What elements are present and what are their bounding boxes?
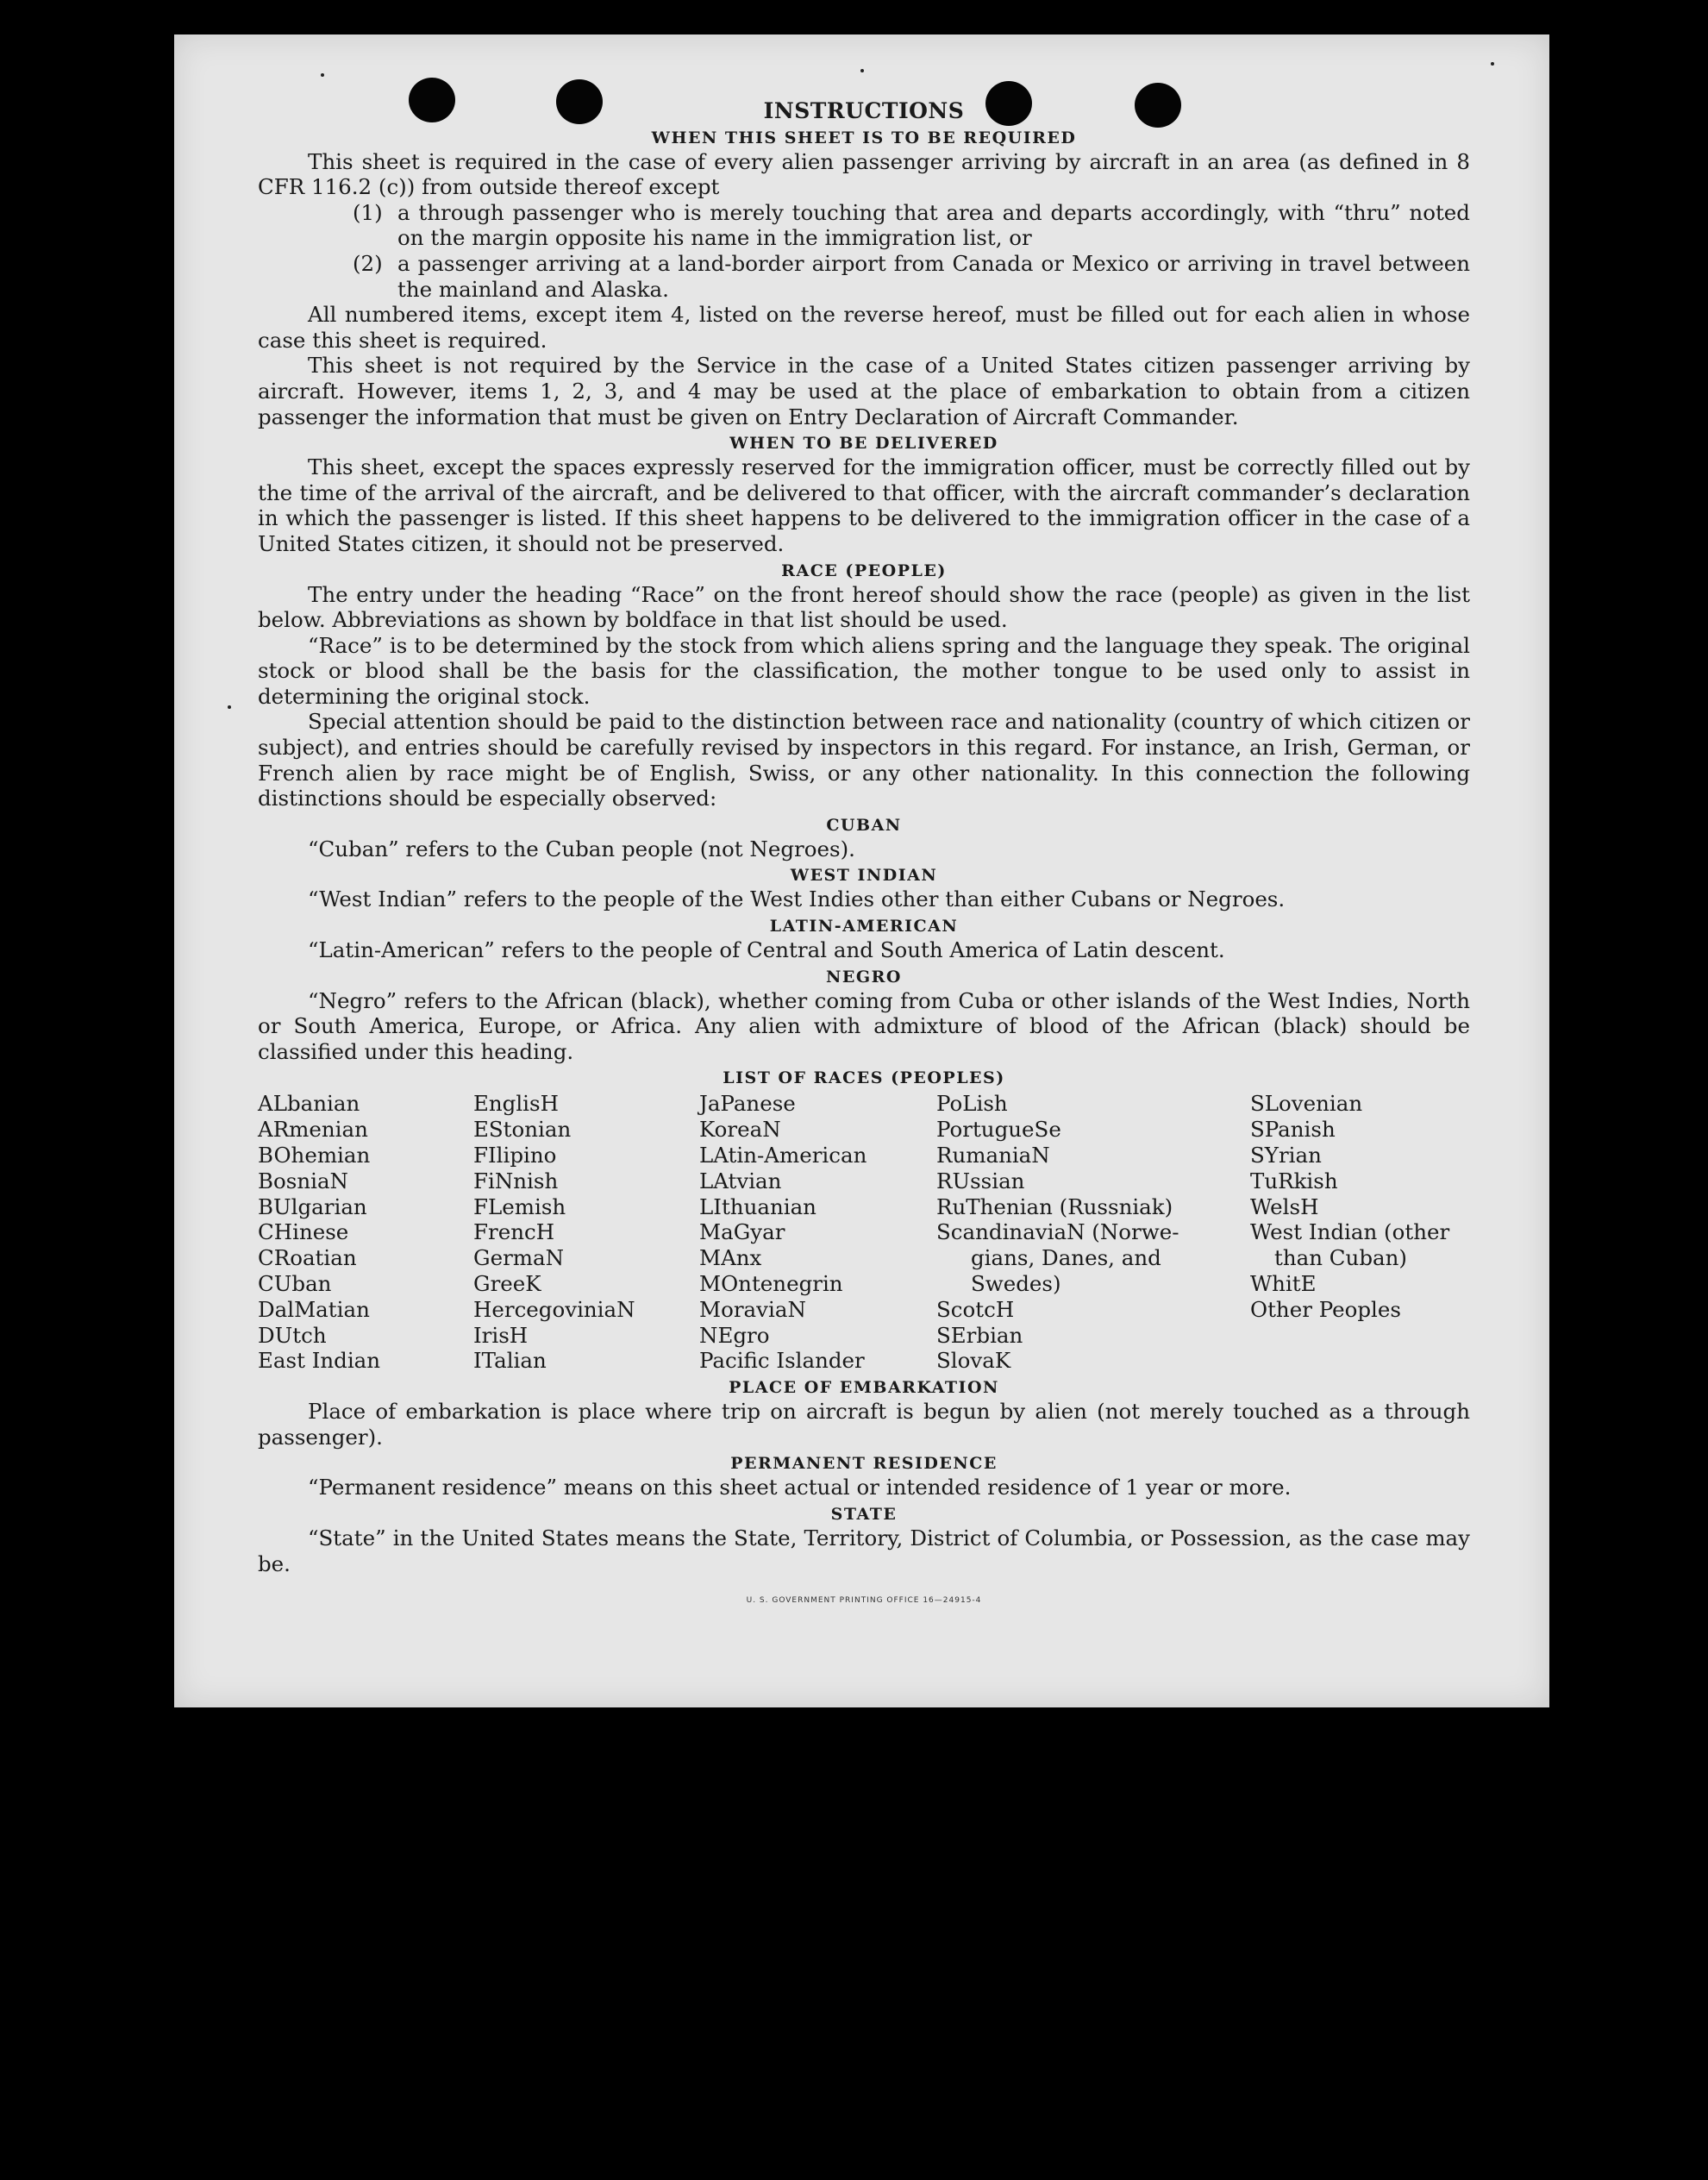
section-heading-when-delivered: WHEN TO BE DELIVERED xyxy=(729,434,998,454)
race-entry: DalMatian xyxy=(258,1296,370,1322)
race-entry: FLemish xyxy=(473,1193,566,1219)
race-entry: ScandinaviaN (Norwe- xyxy=(936,1219,1179,1245)
race-entry: MAnx xyxy=(699,1245,762,1271)
instructions-content xyxy=(258,98,1470,1614)
definition: “Negro” refers to the African (black), whether coming from Cuba or other islands of the West Indies, North or South America, Europe, or Africa. Any alien with admixture of blood of the African (black) should be classified under this heading. xyxy=(258,987,1470,1064)
races-column xyxy=(936,1091,1250,1374)
section-heading-embarkation: PLACE OF EMBARKATION xyxy=(729,1378,999,1398)
section-heading-negro: NEGRO xyxy=(826,967,902,987)
race-entry: ARmenian xyxy=(258,1117,368,1143)
race-entry: WelsH xyxy=(1250,1193,1319,1219)
race-entry: BOhemian xyxy=(258,1143,371,1168)
race-entry: KoreaN xyxy=(699,1117,781,1143)
races-column xyxy=(1250,1091,1470,1374)
section-heading-residence: PERMANENT RESIDENCE xyxy=(730,1454,998,1474)
race-entry: SYrian xyxy=(1250,1143,1322,1168)
race-entry: PoLish xyxy=(936,1091,1008,1117)
section-heading-when-required: WHEN THIS SHEET IS TO BE REQUIRED xyxy=(651,128,1077,147)
paragraph: Special attention should be paid to the distinction between race and nationality (country of which citizen or subject), and entries should be carefully revised by inspectors in this regard. For instance, an Irish, German, or French alien by race might be of English, Swiss, or any other nationality. In this connection the following distinctions should be especially observed: xyxy=(258,709,1470,811)
race-entry: PortugueSe xyxy=(936,1117,1061,1143)
races-column xyxy=(473,1091,699,1374)
race-entry: CRoatian xyxy=(258,1245,357,1271)
race-entry: SlovaK xyxy=(936,1348,1011,1374)
section-heading-west-indian: WEST INDIAN xyxy=(790,866,938,886)
races-column xyxy=(258,1091,473,1374)
paragraph: This sheet is not required by the Service in the case of a United States citizen passenger arriving by aircraft. However, items 1, 2, 3, and 4 may be used at the place of embarkation to obtain from a citizen passenger the information that must be given on Entry Declaration of Aircraft Commander. xyxy=(258,353,1470,429)
race-entry: FIlipino xyxy=(473,1143,557,1168)
race-entry: ScotcH xyxy=(936,1296,1015,1322)
race-entry: BUlgarian xyxy=(258,1193,367,1219)
exception-item xyxy=(258,200,1470,251)
definition: “West Indian” refers to the people of the West Indies other than either Cubans or Negroes. xyxy=(308,886,1286,912)
definition: “Cuban” refers to the Cuban people (not Negroes). xyxy=(308,836,855,861)
race-entry: FrencH xyxy=(473,1219,555,1245)
race-entry: ITalian xyxy=(473,1348,547,1374)
race-entry: GreeK xyxy=(473,1270,541,1296)
item-number: (2) xyxy=(353,250,383,276)
race-entry: JaPanese xyxy=(699,1091,796,1117)
definition: “Latin-American” refers to the people of Central and South America of Latin descent. xyxy=(308,937,1225,963)
race-entry: IrisH xyxy=(473,1322,529,1348)
definition: “State” in the United States means the State, Territory, District of Columbia, or Possession, as the case may be. xyxy=(258,1525,1470,1576)
printer-imprint: U. S. GOVERNMENT PRINTING OFFICE 16—24915-4 xyxy=(746,1596,982,1606)
race-entry: RuThenian (Russniak) xyxy=(936,1193,1173,1219)
race-entry: LIthuanian xyxy=(699,1193,816,1219)
speck xyxy=(228,705,231,709)
race-entry: FiNnish xyxy=(473,1168,559,1193)
race-entry: than Cuban) xyxy=(1274,1245,1407,1271)
section-heading-state: STATE xyxy=(830,1504,898,1524)
section-heading-race: RACE (PEOPLE) xyxy=(781,561,947,580)
race-entry: BosniaN xyxy=(258,1168,348,1193)
race-entry: Swedes) xyxy=(971,1270,1061,1296)
race-entry: ALbanian xyxy=(258,1091,360,1117)
paragraph: All numbered items, except item 4, listed on the reverse hereof, must be filled out for each alien in whose case this sheet is required. xyxy=(258,302,1470,353)
race-entry: West Indian (other xyxy=(1250,1219,1450,1245)
paragraph: “Race” is to be determined by the stock from which aliens spring and the language they speak. The original stock or blood shall be the basis for the classification, the mother tongue to be used only to assist in determining the original stock. xyxy=(258,632,1470,709)
race-entry: RumaniaN xyxy=(936,1143,1050,1168)
page-title: INSTRUCTIONS xyxy=(763,98,965,123)
paragraph: The entry under the heading “Race” on the front hereof should show the race (people) as given in the list below. Abbreviations as shown by boldface in that list should be used. xyxy=(258,581,1470,633)
paragraph: This sheet, except the spaces expressly reserved for the immigration officer, must be correctly filled out by the time of the arrival of the aircraft, and be delivered to that officer, with the aircraft commander’s declaration in which the passenger is listed. If this sheet happens to be delivered to the immigration officer in the case of a United States citizen, it should not be preserved. xyxy=(258,454,1470,556)
race-entry: East Indian xyxy=(258,1348,381,1374)
section-heading-latin-american: LATIN-AMERICAN xyxy=(769,917,959,937)
race-entry: SPanish xyxy=(1250,1117,1336,1143)
section-heading-cuban: CUBAN xyxy=(826,815,902,835)
paragraph: This sheet is required in the case of every alien passenger arriving by aircraft in an area (as defined in 8 CFR 116.2 (c)) from outside thereof except xyxy=(258,148,1470,200)
speck xyxy=(1491,62,1494,66)
race-entry: WhitE xyxy=(1250,1270,1317,1296)
races-table xyxy=(258,1091,1470,1374)
race-entry: MoraviaN xyxy=(699,1296,806,1322)
race-entry: GermaN xyxy=(473,1245,565,1271)
race-entry: EnglisH xyxy=(473,1091,559,1117)
race-entry: HercegoviniaN xyxy=(473,1296,635,1322)
section-heading-list-of-races: LIST OF RACES (PEOPLES) xyxy=(723,1068,1005,1088)
document-sheet xyxy=(174,34,1549,1707)
race-entry: Pacific Islander xyxy=(699,1348,865,1374)
race-entry: CHinese xyxy=(258,1219,349,1245)
races-column xyxy=(699,1091,936,1374)
race-entry: gians, Danes, and xyxy=(971,1245,1161,1271)
race-entry: SErbian xyxy=(936,1322,1023,1348)
race-entry: LAtvian xyxy=(699,1168,782,1193)
exception-item xyxy=(258,251,1470,302)
race-entry: MaGyar xyxy=(699,1219,785,1245)
race-entry: TuRkish xyxy=(1250,1168,1338,1193)
race-entry: RUssian xyxy=(936,1168,1025,1193)
item-number: (1) xyxy=(353,199,383,225)
item-text: a passenger arriving at a land-border airport from Canada or Mexico or arriving in travel between the mainland and Alaska. xyxy=(397,250,1470,302)
race-entry: LAtin-American xyxy=(699,1143,867,1168)
race-entry: CUban xyxy=(258,1270,332,1296)
race-entry: Other Peoples xyxy=(1250,1296,1401,1322)
race-entry: MOntenegrin xyxy=(699,1270,843,1296)
race-entry: EStonian xyxy=(473,1117,572,1143)
item-text: a through passenger who is merely touching that area and departs accordingly, with “thru” noted on the margin opposite his name in the immigration list, or xyxy=(397,199,1470,251)
definition: “Permanent residence” means on this sheet actual or intended residence of 1 year or more. xyxy=(308,1475,1292,1500)
race-entry: NEgro xyxy=(699,1322,770,1348)
race-entry: SLovenian xyxy=(1250,1091,1363,1117)
race-entry: DUtch xyxy=(258,1322,327,1348)
definition: Place of embarkation is place where trip on aircraft is begun by alien (not merely touched as a through passenger). xyxy=(258,1399,1470,1450)
speck xyxy=(860,69,864,72)
speck xyxy=(321,73,324,77)
